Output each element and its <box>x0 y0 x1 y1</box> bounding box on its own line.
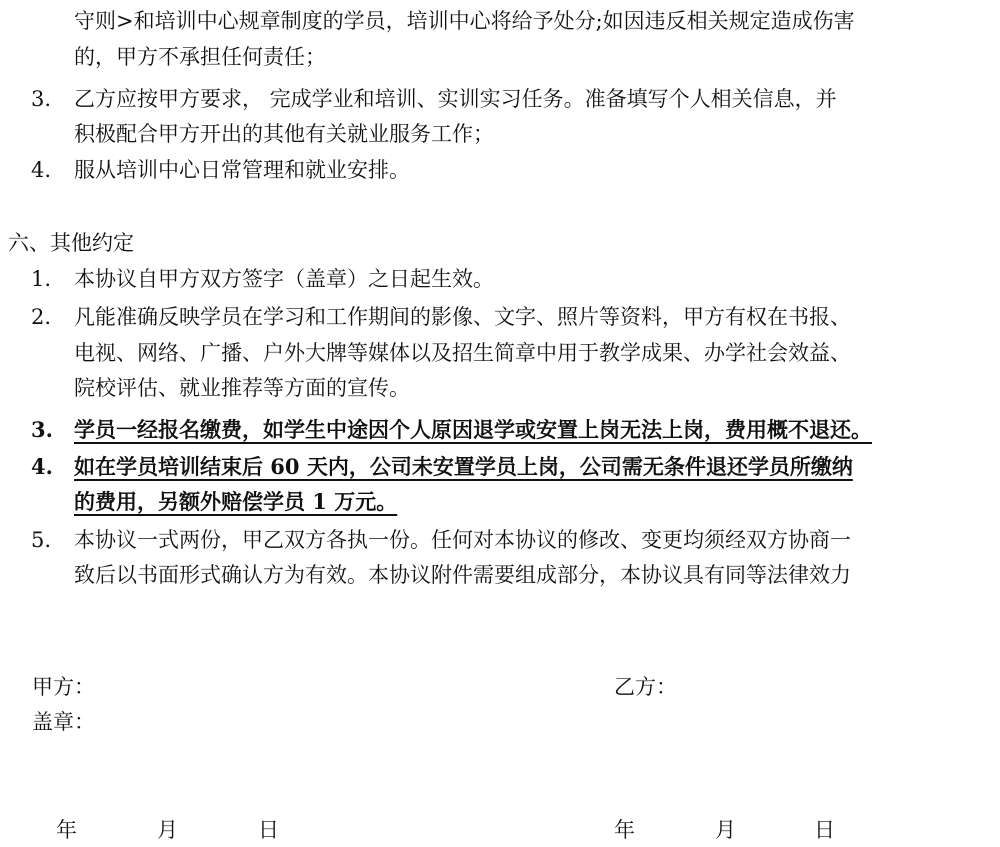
list-item-number: 5. <box>31 528 52 552</box>
list-item-number: 4. <box>31 158 52 182</box>
seal-label: 盖章： <box>32 710 95 734</box>
list-item-line: 乙方应按甲方要求， 完成学业和培训、实训实习任务。准备填写个人相关信息，并 <box>74 87 837 111</box>
paragraph-fragment-line: 的，甲方不承担任何责任； <box>74 45 326 69</box>
party-b-label: 乙方： <box>614 675 677 699</box>
list-item-number: 2. <box>31 305 52 329</box>
list-item-line: 本协议一式两份，甲乙双方各执一份。任何对本协议的修改、变更均须经双方协商一 <box>74 528 851 552</box>
list-item-number: 1. <box>31 267 52 291</box>
list-item-line: 致后以书面形式确认方为有效。本协议附件需要组成部分，本协议具有同等法律效力 <box>74 563 851 587</box>
list-item-line: 服从培训中心日常管理和就业安排。 <box>74 158 410 182</box>
list-item-number: 3. <box>31 417 53 442</box>
list-item-line: 电视、网络、广播、户外大牌等媒体以及招生简章中用于教学成果、办学社会效益、 <box>74 341 851 365</box>
list-item-line-emphasis: 的费用，另额外赔偿学员 1 万元。 <box>74 489 398 514</box>
section-heading: 六、其他约定 <box>8 231 134 255</box>
list-item-line: 凡能准确反映学员在学习和工作期间的影像、文字、照片等资料，甲方有权在书报、 <box>74 305 851 329</box>
party-a-label: 甲方： <box>32 675 95 699</box>
date-day-b: 日 <box>814 818 835 842</box>
list-item-line: 本协议自甲方双方签字（盖章）之日起生效。 <box>74 267 494 291</box>
date-day-a: 日 <box>258 818 279 842</box>
list-item-line-emphasis: 如在学员培训结束后 60 天内，公司未安置学员上岗，公司需无条件退还学员所缴纳 <box>74 454 853 479</box>
date-month-b: 月 <box>715 818 736 842</box>
list-item-line-emphasis: 学员一经报名缴费，如学生中途因个人原因退学或安置上岗无法上岗，费用概不退还。 <box>74 417 872 442</box>
date-year-b: 年 <box>614 818 635 842</box>
list-item-line: 院校评估、就业推荐等方面的宣传。 <box>74 376 410 400</box>
list-item-number: 4. <box>31 454 53 479</box>
list-item-number: 3. <box>31 87 52 111</box>
date-month-a: 月 <box>157 818 178 842</box>
paragraph-fragment-line: 守则>和培训中心规章制度的学员，培训中心将给予处分;如因违反相关规定造成伤害 <box>74 9 855 33</box>
list-item-line: 积极配合甲方开出的其他有关就业服务工作； <box>74 122 494 146</box>
date-year-a: 年 <box>56 818 77 842</box>
